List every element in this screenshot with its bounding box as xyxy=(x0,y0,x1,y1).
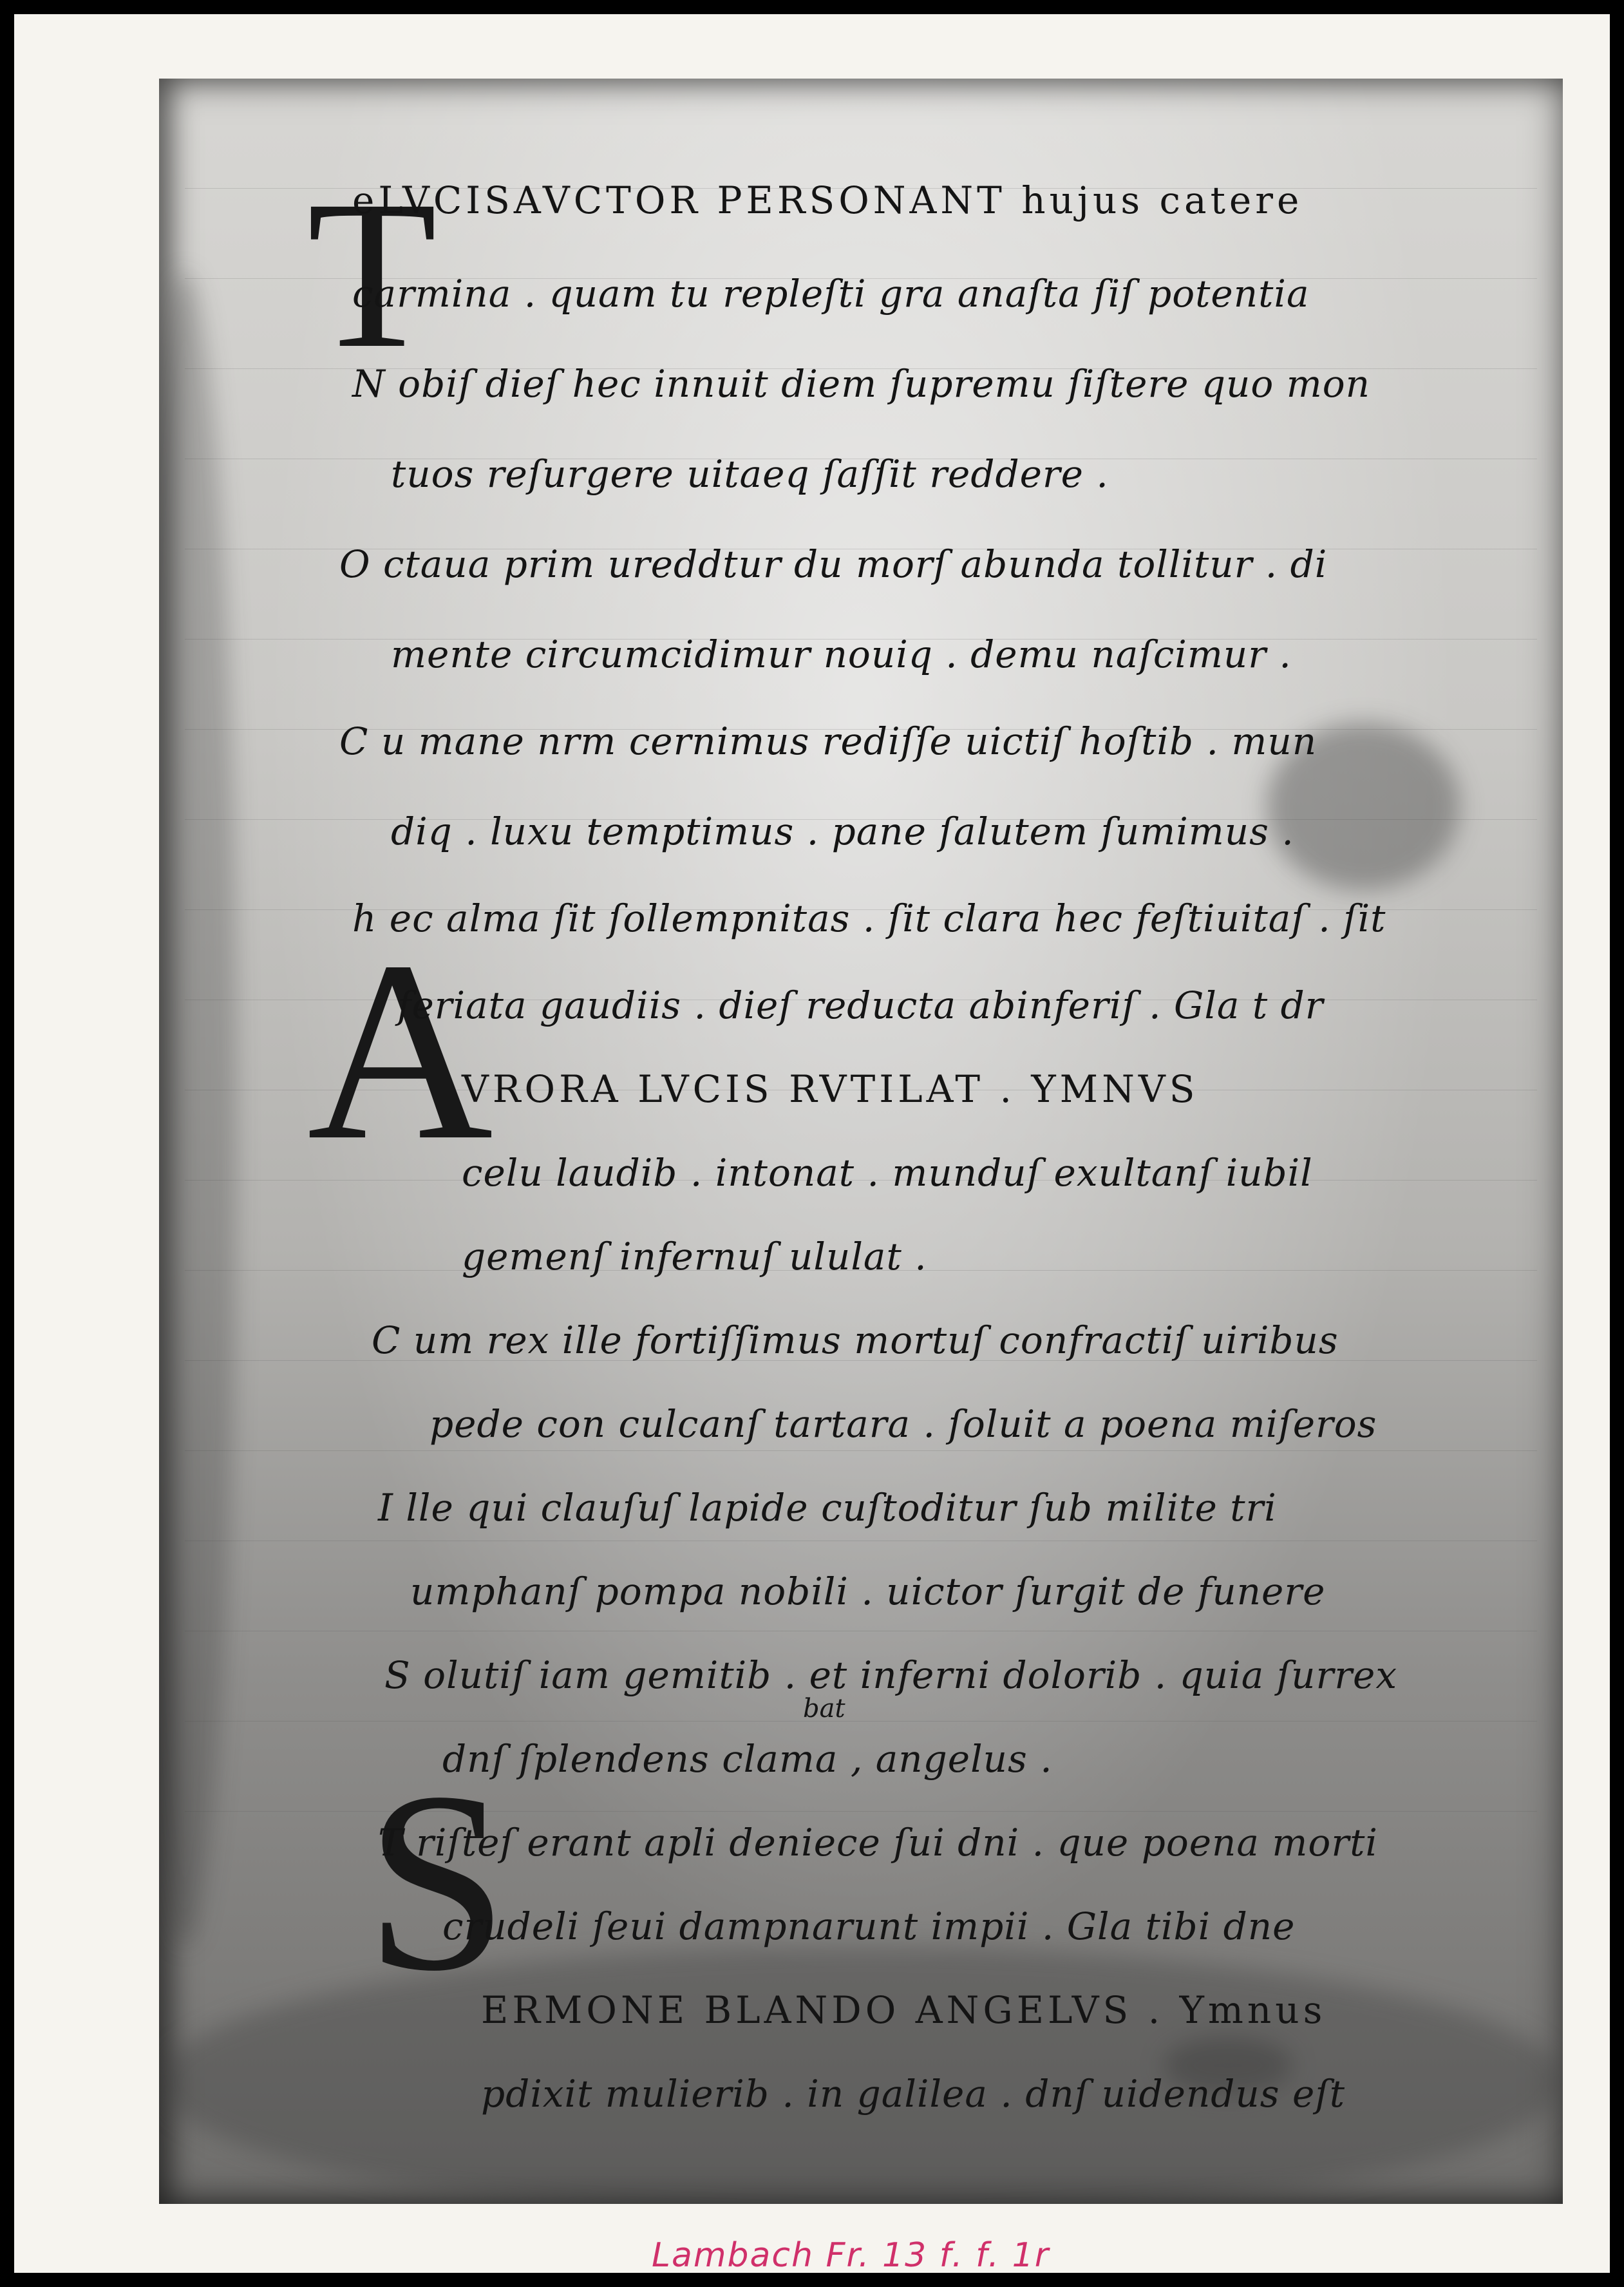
manuscript-line: carmina . quam tu repleſti gra anaſta ſiſ potentia xyxy=(352,272,1310,316)
manuscript-line: pede con culcanſ tartara . ſoluit a poena miſeros xyxy=(430,1402,1377,1446)
manuscript-line: h ec alma ſit ſollempnitas . ſit clara hec feſtiuitaſ . ſit xyxy=(352,897,1386,940)
manuscript-line: crudeli ſeui dampnarunt impii . Gla tibi dne xyxy=(442,1904,1296,1948)
manuscript-line: O ctaua prim ureddtur du morſ abunda tollitur . di xyxy=(339,542,1328,586)
manuscript-line: I lle qui clauſuſ lapide cuſtoditur ſub milite tri xyxy=(378,1486,1277,1530)
manuscript-line: feriata gaudiis . dieſ reducta abinferiſ . Gla t dr xyxy=(397,983,1324,1027)
manuscript-line: gemenſ infernuſ ululat . xyxy=(462,1235,927,1278)
manuscript-line: tuos reſurgere uitaeq ſaſſit reddere . xyxy=(391,452,1109,496)
manuscript-line: VRORA LVCIS RVTILAT . YMNVS xyxy=(462,1067,1199,1111)
initial-t: T xyxy=(307,157,437,392)
manuscript-line: T riſteſ erant apli deniece ſui dni . que poena morti xyxy=(378,1821,1378,1865)
manuscript-line: C um rex ille fortiſſimus mortuſ confractiſ uiribus xyxy=(372,1318,1339,1362)
initial-s: S xyxy=(365,1739,509,2024)
manuscript-line: N obiſ dieſ hec innuit diem ſupremu ſiſtere quo mon xyxy=(352,362,1371,406)
shelfmark-note: Lambach Fr. 13 f. f. 1r xyxy=(652,2236,1050,2275)
manuscript-line: C u mane nrm cernimus rediſſe uictiſ hoſtib . mun xyxy=(339,719,1317,763)
manuscript-line: celu laudib . intonat . munduſ exultanſ iubil xyxy=(462,1151,1313,1195)
manuscript-line: umphanſ pompa nobili . uictor ſurgit de funere xyxy=(410,1570,1326,1613)
manuscript-line: mente circumcidimur nouiq . demu naſcimur . xyxy=(391,632,1292,676)
manuscript-line: eLVCISAVCTOR PERSONANT hujus catere xyxy=(352,178,1303,222)
manuscript-line: diq . luxu temptimus . pane ſalutem ſumimus . xyxy=(391,810,1294,853)
interlinear-gloss: bat xyxy=(803,1694,845,1723)
manuscript-line: S olutiſ iam gemitib . et inferni dolorib . quia ſurrex xyxy=(384,1653,1398,1697)
initial-a: A xyxy=(307,908,493,1193)
photograph-sheet xyxy=(14,14,1610,2273)
manuscript-line: pdixit mulierib . in galilea . dnſ uidendus eſt xyxy=(481,2072,1346,2116)
manuscript-leaf xyxy=(159,79,1563,2204)
manuscript-line: dnſ ſplendens clama , angelus . xyxy=(442,1737,1053,1781)
manuscript-line: ERMONE BLANDO ANGELVS . Ymnus xyxy=(481,1988,1327,2032)
